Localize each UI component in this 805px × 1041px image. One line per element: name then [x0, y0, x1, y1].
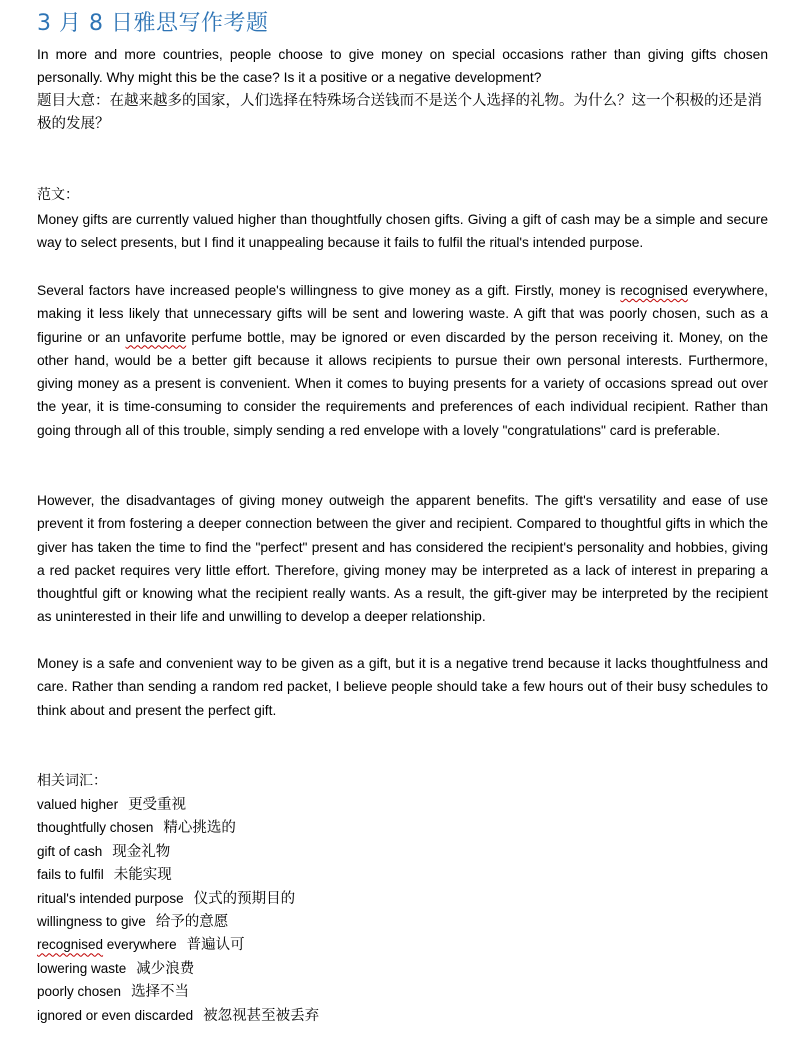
body1-part-c: perfume bottle, may be ignored or even discarded by the person receiving it. Money, on the other hand, would be a better gift because it allows recipients to pursue their own personal interests. Furthermore, giving money as a present is convenient. When it comes to buying presents for a variety of occasions spread out over the year, it is time-consuming to consider the requirements and preferences of each individual recipient. Rather than going through all of this trouble, simply sending a red envelope with a lovely "congratulations" card is preferable.: [37, 329, 768, 438]
vocab-en: everywhere: [103, 937, 177, 953]
vocab-cn: 精心挑选的: [163, 820, 236, 837]
spellcheck-word-unfavorite: unfavorite: [125, 329, 187, 345]
question-en: In more and more countries, people choose to give money on special occasions rather than giving gifts chosen personally. Why might this be the case? Is it a positive or a negative development?: [37, 47, 768, 85]
body1-part-a: Several factors have increased people's willingness to give money as a gift. Firstly, money is: [37, 283, 621, 298]
vocab-cn: 普遍认可: [186, 937, 245, 954]
vocab-item: [37, 863, 768, 886]
vocab-en: lowering waste: [37, 960, 127, 976]
vocab-item: [37, 933, 768, 956]
vocab-en: ignored or even discarded: [37, 1007, 194, 1023]
question-cn: 题目大意：在越来越多的国家，人们选择在特殊场合送钱而不是送个人选择的礼物。为什么？这一个积极的还是消极的发展？: [37, 93, 762, 132]
vocab-en: willingness to give: [37, 913, 146, 929]
vocab-item: [37, 980, 768, 1003]
vocab-en: fails to fulfil: [37, 867, 104, 883]
essay-label: [37, 183, 768, 207]
essay-body-2: However, the disadvantages of giving money outweigh the apparent benefits. The gift's versatility and ease of use prevent it from fostering a deeper connection between the giver and recipient. Compared to thoughtful gifts in which the giver has taken the time to find the "perfect" present and has considered the recipient's personality and hobbies, giving a red packet requires very little effort. Therefore, giving money may be interpreted as a lack of interest in preparing a thoughtful gift or knowing what the recipient really wants. As a result, the gift-giver may be interpreted by the recipient as uninterested in their life and unwilling to develop a deeper relationship.: [37, 493, 768, 625]
vocab-item: [37, 1004, 768, 1027]
vocab-en: valued higher: [37, 797, 119, 812]
vocab-cn: 仪式的预期目的: [193, 890, 296, 907]
vocab-en: gift of cash: [37, 843, 103, 859]
vocab-item: [37, 910, 768, 933]
vocab-cn: 被忽视甚至被丢弃: [203, 1007, 320, 1024]
vocab-cn: 未能实现: [113, 867, 172, 884]
vocab-cn: 现金礼物: [112, 843, 171, 860]
vocab-cn: 给予的意愿: [155, 913, 229, 930]
vocab-label: [37, 769, 768, 793]
essay-label-text: 范文：: [37, 187, 79, 203]
essay-conclusion: Money is a safe and convenient way to be given as a gift, but it is a negative trend because it lacks thoughtfulness and care. Rather than sending a random red packet, I believe people should take a few hours out of their busy schedules to think about and present the perfect gift.: [37, 656, 768, 718]
vocab-item: [37, 793, 768, 816]
vocab-item: [37, 816, 768, 839]
vocab-cn: 减少浪费: [136, 960, 195, 977]
vocab-en: poorly chosen: [37, 984, 122, 1000]
essay-body-1: [37, 279, 768, 442]
vocab-label-text: 相关词汇：: [37, 773, 107, 789]
vocab-item: [37, 957, 768, 980]
vocab-cn: 选择不当: [131, 984, 190, 1001]
page-title: 3 月 8 日雅思写作考题: [37, 11, 269, 36]
essay-intro: Money gifts are currently valued higher than thoughtfully chosen gifts. Giving a gift of cash may be a simple and secure way to select presents, but I find it unappealing because it fails to fulfil the ritual's intended purpose.: [37, 212, 768, 251]
vocab-en: thoughtfully chosen: [37, 820, 154, 836]
vocab-item: [37, 840, 768, 863]
spellcheck-word-recognised: recognised: [37, 937, 104, 953]
vocab-list: [37, 793, 768, 1027]
spellcheck-word-recognised: recognised: [620, 283, 688, 298]
vocab-cn: 更受重视: [128, 797, 187, 813]
vocab-en: ritual's intended purpose: [37, 890, 184, 906]
body1-part-b: everywhere, making it less likely that unnecessary gifts will be sent and lowering waste. A gift that was poorly chosen, such as a figurine or an: [37, 283, 768, 345]
vocab-item: [37, 887, 768, 910]
